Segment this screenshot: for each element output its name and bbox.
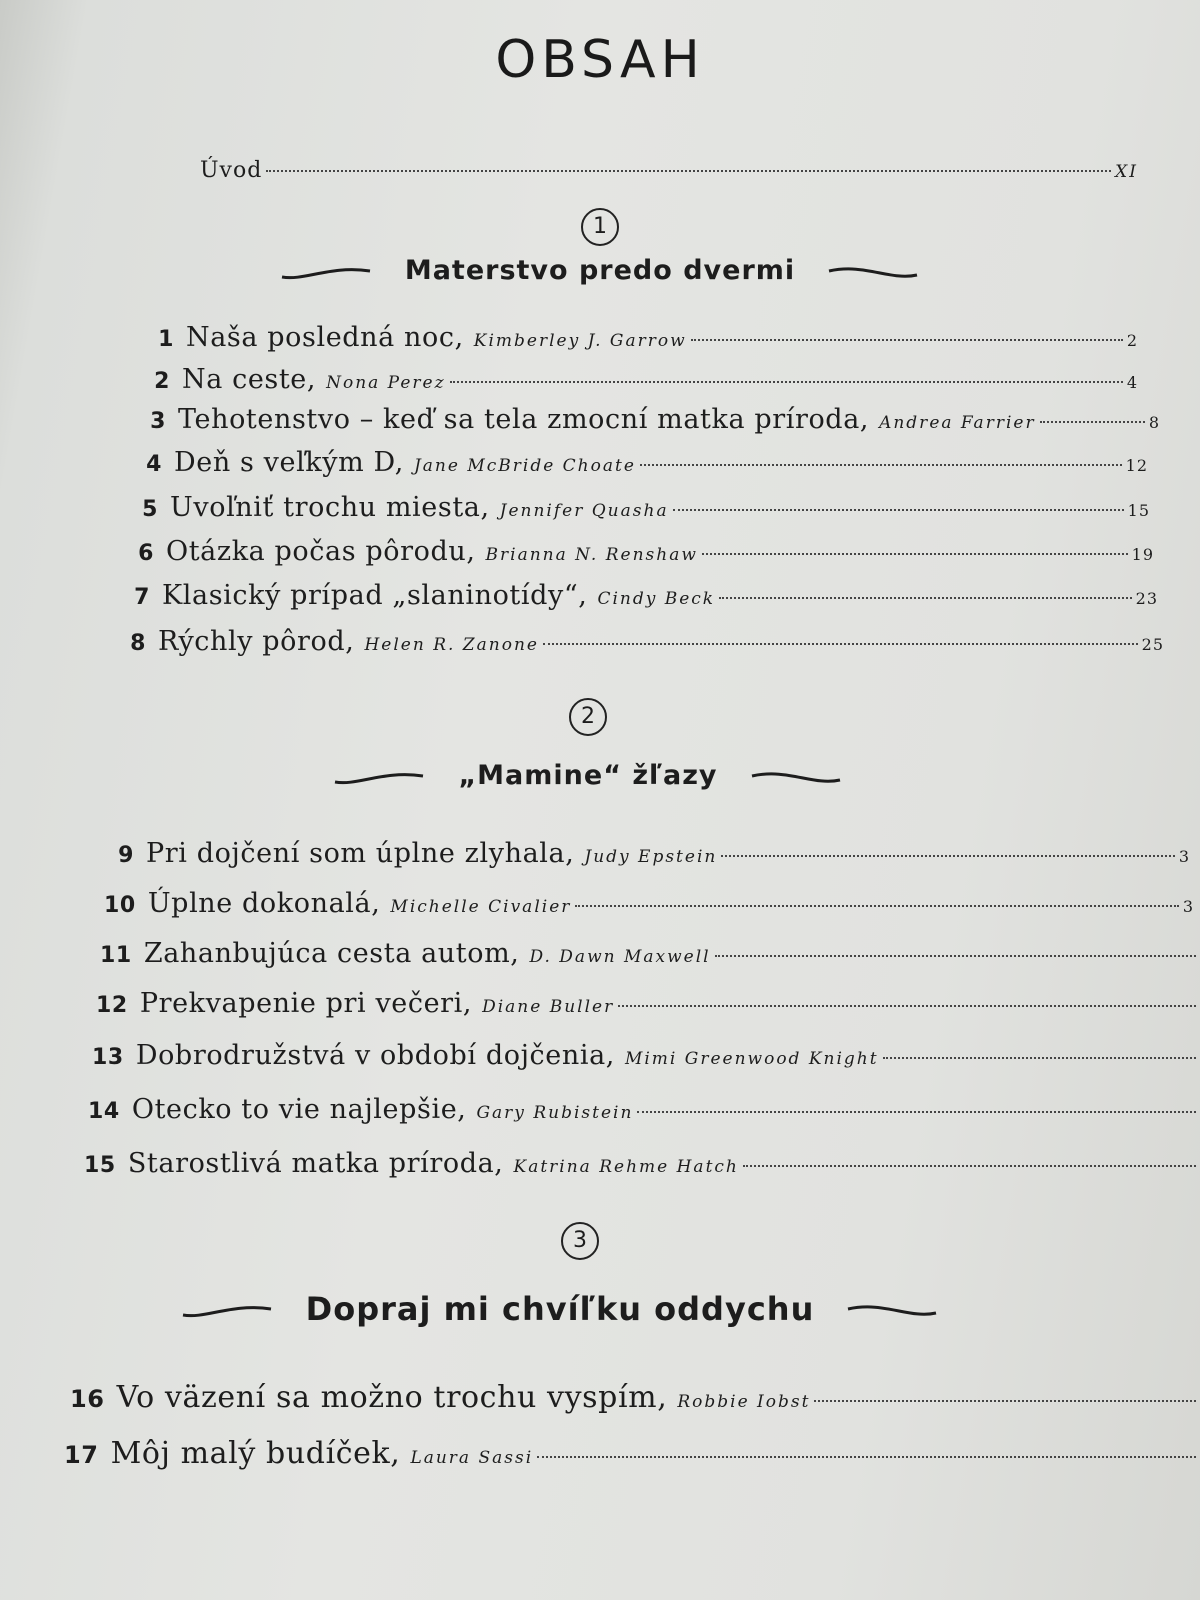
entry-title: Otázka počas pôrodu, <box>166 536 476 567</box>
entry-author: Mimi Greenwood Knight <box>624 1049 879 1069</box>
entry-number: 10 <box>104 893 136 918</box>
entry-number: 15 <box>84 1153 116 1178</box>
left-swash-ornament <box>333 766 428 786</box>
leader-dots <box>575 905 1178 907</box>
right-swash-ornament <box>825 261 920 281</box>
section-3-number <box>0 1222 1180 1260</box>
entry-title: Môj malý budíček, <box>110 1436 401 1471</box>
entry-page: 8 <box>1148 413 1160 432</box>
section-number-circle: 1 <box>581 208 619 246</box>
section-title: Materstvo predo dvermi <box>404 255 796 286</box>
entry-title: Deň s veľkým D, <box>174 447 404 478</box>
leader-dots <box>719 597 1132 599</box>
right-swash-ornament <box>844 1299 939 1319</box>
entry-number: 1 <box>158 327 174 352</box>
toc-entry <box>112 838 1190 869</box>
entry-author: Gary Rubistein <box>476 1103 634 1123</box>
entry-number: 7 <box>134 585 150 610</box>
entry-page: 2 <box>1126 331 1138 350</box>
entry-author: Brianna N. Renshaw <box>485 545 698 565</box>
entry-number: 8 <box>130 631 146 656</box>
leader-dots <box>618 1005 1196 1007</box>
leader-dots <box>702 553 1128 555</box>
toc-entry <box>104 888 1194 919</box>
entry-page: 12 <box>1125 456 1148 475</box>
toc-entry <box>148 364 1138 395</box>
toc-entry <box>132 536 1154 567</box>
leader-dots <box>814 1400 1196 1402</box>
entry-author: Robbie Iobst <box>677 1392 811 1412</box>
intro-label: Úvod <box>200 158 263 183</box>
entry-page: 25 <box>1141 635 1164 654</box>
leader-dots <box>1040 421 1145 423</box>
entry-number: 12 <box>96 993 128 1018</box>
entry-number: 4 <box>146 452 162 477</box>
entry-number: 5 <box>142 497 158 522</box>
section-number-circle: 3 <box>561 1222 599 1260</box>
leader-dots <box>691 339 1123 341</box>
toc-entry <box>88 1094 1200 1125</box>
toc-entry <box>92 1040 1200 1071</box>
left-swash-ornament <box>181 1299 276 1319</box>
leader-dots <box>450 381 1123 383</box>
entry-author: Helen R. Zanone <box>364 635 539 655</box>
entry-title: Úplne dokonalá, <box>147 888 381 919</box>
toc-entry <box>70 1380 1200 1415</box>
entry-author: Jennifer Quasha <box>499 501 669 521</box>
entry-author: Andrea Farrier <box>879 413 1036 433</box>
toc-entry <box>96 988 1200 1019</box>
leader-dots <box>637 1111 1196 1113</box>
entry-author: Kimberley J. Garrow <box>473 331 687 351</box>
section-1-heading <box>0 255 1200 286</box>
entry-number: 16 <box>70 1385 105 1413</box>
entry-author: Nona Perez <box>326 373 446 393</box>
entry-author: Michelle Civalier <box>390 897 572 917</box>
entry-title: Naša posledná noc, <box>186 322 464 353</box>
entry-page: 19 <box>1131 545 1154 564</box>
right-swash-ornament <box>748 766 843 786</box>
section-number-circle: 2 <box>569 698 607 736</box>
entry-page: 15 <box>1127 501 1150 520</box>
entry-title: Tehotenstvo – keď sa tela zmocní matka príroda, <box>178 404 870 435</box>
entry-page: 23 <box>1135 589 1158 608</box>
section-1-number <box>0 208 1200 246</box>
entry-page: 4 <box>1126 373 1138 392</box>
entry-author: Diane Buller <box>482 997 615 1017</box>
entry-number: 14 <box>88 1099 120 1124</box>
toc-intro-row <box>200 158 1138 183</box>
toc-entry <box>100 938 1200 969</box>
toc-entry <box>140 447 1148 478</box>
toc-entry <box>84 1148 1200 1179</box>
entry-author: Katrina Rehme Hatch <box>513 1157 739 1177</box>
leader-dots <box>266 170 1111 172</box>
entry-title: Dobrodružstvá v období dojčenia, <box>135 1040 615 1071</box>
leader-dots <box>640 464 1122 466</box>
entry-title: Uvoľniť trochu miesta, <box>170 492 490 523</box>
toc-entry <box>124 626 1164 657</box>
leader-dots <box>883 1057 1196 1059</box>
entry-author: Cindy Beck <box>597 589 716 609</box>
leader-dots <box>715 955 1196 957</box>
entry-number: 3 <box>150 409 166 434</box>
entry-title: Vo väzení sa možno trochu vyspím, <box>116 1380 668 1415</box>
toc-entry <box>128 580 1158 611</box>
entry-number: 11 <box>100 943 132 968</box>
entry-number: 2 <box>154 369 170 394</box>
entry-page: 3 <box>1178 847 1190 866</box>
leader-dots <box>673 509 1124 511</box>
entry-number: 17 <box>64 1441 99 1469</box>
entry-title: Zahanbujúca cesta autom, <box>143 938 520 969</box>
entry-author: D. Dawn Maxwell <box>529 947 711 967</box>
toc-entry <box>136 492 1150 523</box>
entry-number: 13 <box>92 1045 124 1070</box>
section-3-heading <box>0 1290 1160 1328</box>
toc-entry <box>64 1436 1200 1471</box>
intro-page: XI <box>1115 162 1138 182</box>
entry-title: Pri dojčení som úplne zlyhala, <box>146 838 575 869</box>
section-2-number <box>0 698 1188 736</box>
entry-title: Klasický prípad „slaninotídy“, <box>162 580 588 611</box>
entry-number: 6 <box>138 541 154 566</box>
leader-dots <box>537 1456 1196 1458</box>
entry-title: Otecko to vie najlepšie, <box>131 1094 467 1125</box>
entry-number: 9 <box>118 843 134 868</box>
entry-title: Prekvapenie pri večeri, <box>139 988 473 1019</box>
entry-title: Starostlivá matka príroda, <box>127 1148 504 1179</box>
leader-dots <box>743 1165 1196 1167</box>
section-title: Dopraj mi chvíľku oddychu <box>305 1290 815 1328</box>
entry-title: Na ceste, <box>182 364 317 395</box>
entry-author: Jane McBride Choate <box>413 456 636 476</box>
toc-entry <box>144 404 1160 435</box>
leader-dots <box>721 855 1174 857</box>
entry-page: 3 <box>1182 897 1194 916</box>
entry-title: Rýchly pôrod, <box>158 626 355 657</box>
entry-author: Judy Epstein <box>584 847 718 867</box>
entry-author: Laura Sassi <box>410 1448 534 1468</box>
page-title: OBSAH <box>495 30 705 90</box>
toc-entry <box>152 322 1138 353</box>
section-2-heading <box>0 760 1188 791</box>
leader-dots <box>543 643 1138 645</box>
left-swash-ornament <box>280 261 375 281</box>
section-title: „Mamine“ žľazy <box>458 760 718 791</box>
